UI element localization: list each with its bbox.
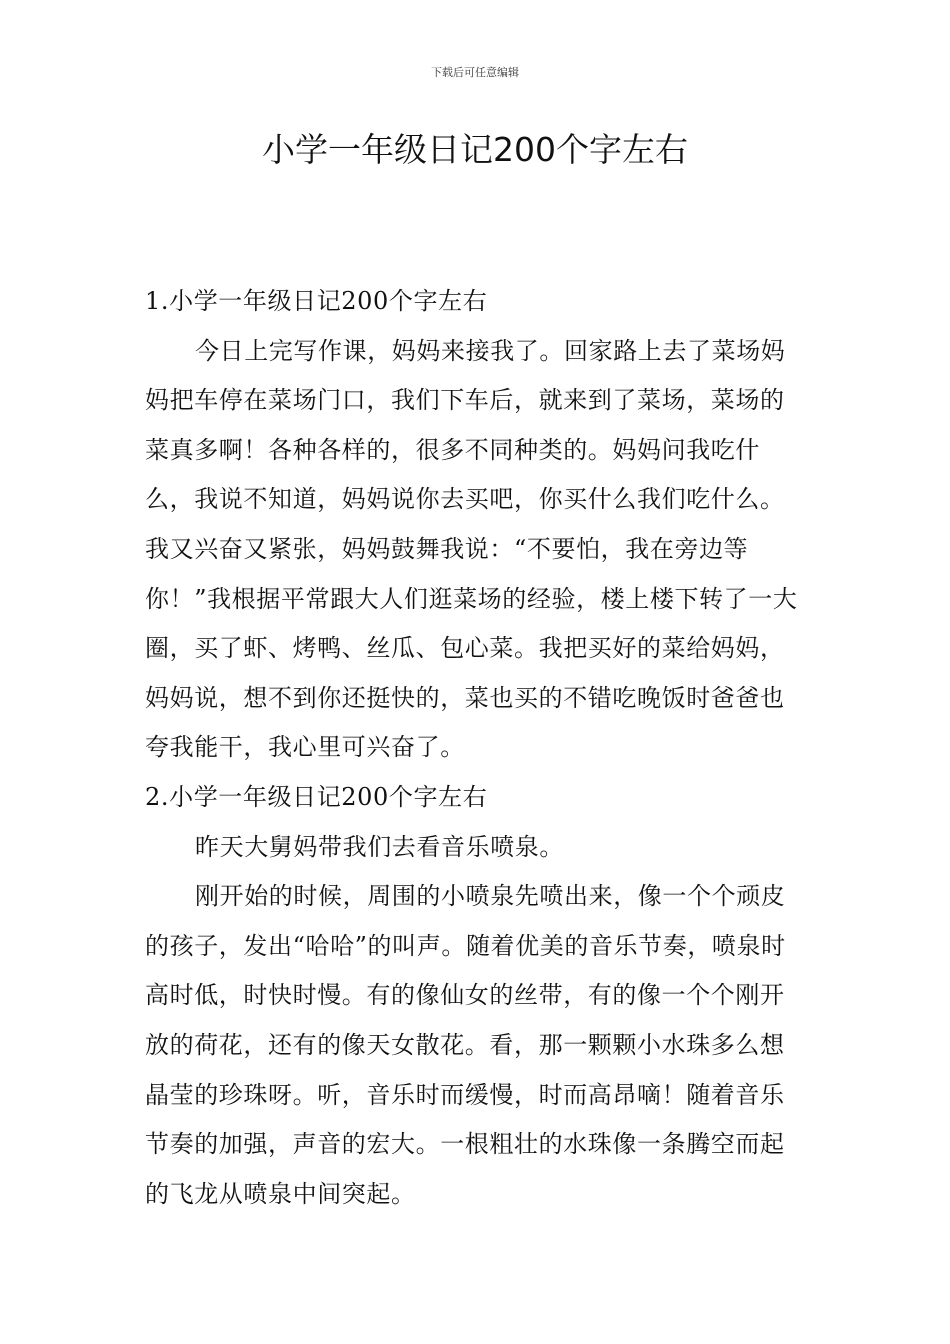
section-2-paragraph-1: 昨天大舅妈带我们去看音乐喷泉。 bbox=[195, 832, 564, 861]
document-title: 小学一年级日记200个字左右 bbox=[262, 130, 688, 169]
document-body bbox=[145, 277, 807, 1219]
section-heading-2: 2.小学一年级日记200个字左右 bbox=[145, 782, 488, 811]
section-heading-1: 1.小学一年级日记200个字左右 bbox=[145, 287, 488, 315]
section-1-paragraph-1: 今日上完写作课，妈妈来接我了。回家路上去了菜场妈妈把车停在菜场门口，我们下车后，就来到了菜场，菜场的菜真多啊！各种各样的，很多不同种类的。妈妈问我吃什么，我说不知道，妈妈说你去买吧，你买什么我们吃什么。我又兴奋又紧张，妈妈鼓舞我说：“不要怕，我在旁边等你！”我根据平常跟大人们逛菜场的经验，楼上楼下转了一大圈，买了虾、烤鸭、丝瓜、包心菜。我把买好的菜给妈妈，妈妈说，想不到你还挺快的，菜也买的不错吃晚饭时爸爸也夸我能干，我心里可兴奋了。 bbox=[145, 336, 798, 762]
header-note: 下载后可任意编辑 bbox=[431, 66, 519, 79]
section-2-paragraph-2: 刚开始的时候，周围的小喷泉先喷出来，像一个个顽皮的孩子，发出“哈哈”的叫声。随着优美的音乐节奏，喷泉时高时低，时快时慢。有的像仙女的丝带，有的像一个个刚开放的荷花，还有的像天女散花。看，那一颗颗小水珠多么想晶莹的珍珠呀。听，音乐时而缓慢，时而高昂嘀！随着音乐节奏的加强，声音的宏大。一根粗壮的水珠像一条腾空而起的飞龙从喷泉中间突起。 bbox=[145, 882, 786, 1208]
